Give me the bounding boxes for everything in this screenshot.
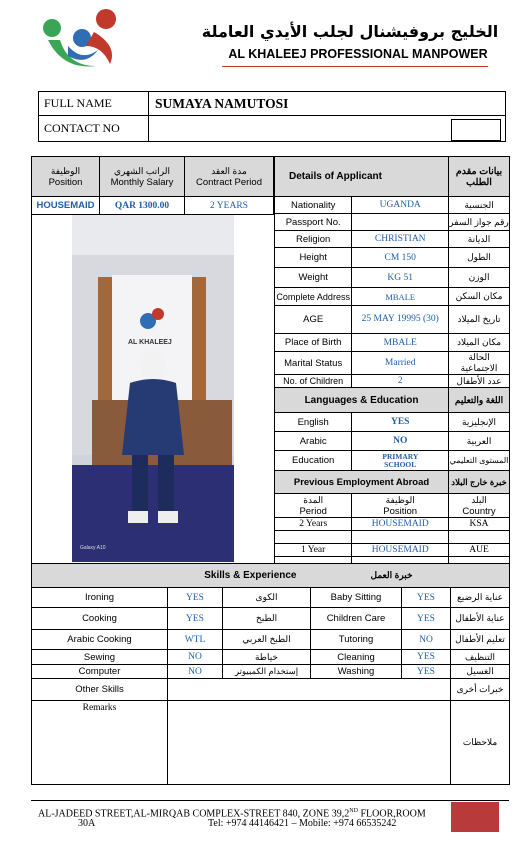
detail-label: Height <box>275 248 352 268</box>
details-title-ar: بيانات مقدم الطلب <box>449 157 510 197</box>
skill-value: YES <box>168 588 223 608</box>
education-value: PRIMARY SCHOOL <box>352 451 449 471</box>
detail-value: CM 150 <box>352 248 449 268</box>
company-name-arabic: الخليج بروفيشنال لجلب الأيدي العاملة <box>201 22 499 41</box>
employment-title-ar: خبرة خارج البلاد <box>449 471 510 494</box>
footer-address-line: AL-JADEED STREET,AL-MIRQAB COMPLEX-STREET 840, ZONE 39,2 <box>38 808 350 820</box>
skill-label: Baby Sitting <box>311 588 402 608</box>
other-skills-label-ar: خبرات أخرى <box>451 679 510 701</box>
skill-label: Cooking <box>32 608 168 630</box>
footer-phone: Tel: +974 44146421 – Mobile: +974 66535242 <box>208 818 397 829</box>
skill-value: NO <box>168 650 223 665</box>
detail-label: Religion <box>275 231 352 248</box>
skill-label-ar: إستخدام الكمبيوتر <box>223 665 311 679</box>
detail-value: MBALE <box>352 334 449 352</box>
contract-value: 2 YEARS <box>185 197 274 215</box>
skill-label: Ironing <box>32 588 168 608</box>
skills-table <box>31 563 510 785</box>
photo-caption: Galaxy A10 <box>80 545 106 551</box>
skill-value: NO <box>402 630 451 650</box>
remarks-value <box>168 701 451 785</box>
contract-header-ar: مدة العقد <box>211 165 247 176</box>
skill-label: Cleaning <box>311 650 402 665</box>
detail-label: Complete Address <box>275 288 352 306</box>
detail-label: Weight <box>275 268 352 288</box>
emp-country: AUE <box>449 544 510 557</box>
language-label: English <box>275 413 352 432</box>
position-value: HOUSEMAID <box>32 197 100 215</box>
detail-label-ar: رقم جواز السفر <box>449 214 510 231</box>
detail-label: AGE <box>275 306 352 334</box>
detail-label: Nationality <box>275 197 352 214</box>
position-header-en: Position <box>48 176 83 188</box>
remarks-label: Remarks <box>32 701 168 785</box>
other-skills-label: Other Skills <box>32 679 168 701</box>
country-header-ar: البلد <box>471 494 487 505</box>
period-header-en: Period <box>299 505 327 517</box>
contact-label: CONTACT NO <box>39 116 149 142</box>
language-label-ar: العربية <box>449 432 510 451</box>
skill-label-ar: عناية الرضيع <box>451 588 510 608</box>
position-header-ar: الوظيفة <box>50 165 81 176</box>
identity-table <box>38 91 506 142</box>
detail-label: No. of Children <box>275 375 352 388</box>
education-label: Education <box>275 451 352 471</box>
salary-value: QAR 1300.00 <box>100 197 185 215</box>
detail-label-ar: الحالة الاجتماعية <box>449 352 510 375</box>
skill-label-ar: الغسيل <box>451 665 510 679</box>
skill-label: Children Care <box>311 608 402 630</box>
detail-label-ar: تاريخ الميلاد <box>449 306 510 334</box>
detail-value: Married <box>352 352 449 375</box>
full-name-label: FULL NAME <box>39 92 149 116</box>
skills-title-en: Skills & Experience <box>32 564 311 588</box>
emp-position: HOUSEMAID <box>352 544 449 557</box>
detail-label-ar: مكان الميلاد <box>449 334 510 352</box>
photo-frame <box>31 213 274 563</box>
skill-label: Washing <box>311 665 402 679</box>
skill-value: WTL <box>168 630 223 650</box>
emp-position <box>352 531 449 544</box>
skill-value: YES <box>402 665 451 679</box>
detail-label-ar: الطول <box>449 248 510 268</box>
detail-label-ar: الجنسية <box>449 197 510 214</box>
detail-label-ar: مكان السكن <box>449 288 510 306</box>
skill-value: NO <box>168 665 223 679</box>
details-title-en: Details of Applicant <box>275 157 449 197</box>
contact-cell <box>149 116 506 142</box>
language-value: YES <box>352 413 449 432</box>
footer-address-sup: ND <box>349 808 358 814</box>
emp-period: 2 Years <box>275 518 352 531</box>
period-header-ar: المدة <box>303 494 324 505</box>
detail-label: Marital Status <box>275 352 352 375</box>
skill-value: YES <box>402 650 451 665</box>
header-divider <box>222 66 488 67</box>
emp-period: 1 Year <box>275 544 352 557</box>
skill-label: Arabic Cooking <box>32 630 168 650</box>
detail-value: 2 <box>352 375 449 388</box>
photo-logo-text: AL KHALEEJ <box>128 339 172 346</box>
skill-label: Computer <box>32 665 168 679</box>
full-name-value: SUMAYA NAMUTOSI <box>149 92 506 116</box>
details-table <box>274 156 510 574</box>
contract-header-en: Contract Period <box>195 176 262 188</box>
skill-label-ar: الكوى <box>223 588 311 608</box>
country-header-en: Country <box>462 505 496 517</box>
company-logo <box>38 6 122 76</box>
contact-box <box>451 119 501 141</box>
emp-position-header-en: Position <box>383 505 418 517</box>
language-label-ar: الإنجليزية <box>449 413 510 432</box>
language-value: NO <box>352 432 449 451</box>
emp-period <box>275 531 352 544</box>
detail-value: CHRISTIAN <box>352 231 449 248</box>
emp-country <box>449 531 510 544</box>
skill-value: YES <box>402 588 451 608</box>
detail-value: MBALE <box>352 288 449 306</box>
languages-title-en: Languages & Education <box>275 388 449 413</box>
skill-label: Tutoring <box>311 630 402 650</box>
detail-value <box>352 214 449 231</box>
detail-label-ar: عدد الأطفال <box>449 375 510 388</box>
skill-value: YES <box>402 608 451 630</box>
skill-label-ar: الطبخ العربي <box>223 630 311 650</box>
footer-color-box <box>451 802 499 832</box>
emp-country: KSA <box>449 518 510 531</box>
salary-header-en: Monthly Salary <box>110 176 174 188</box>
skills-title-ar: خبرة العمل <box>311 564 510 588</box>
detail-label: Place of Birth <box>275 334 352 352</box>
job-table <box>31 156 274 215</box>
languages-title-ar: اللغة والتعليم <box>449 388 510 413</box>
emp-position: HOUSEMAID <box>352 518 449 531</box>
salary-header-ar: الراتب الشهري <box>114 165 170 176</box>
skill-label: Sewing <box>32 650 168 665</box>
skill-label-ar: تعليم الأطفال <box>451 630 510 650</box>
skill-value: YES <box>168 608 223 630</box>
detail-label: Passport No. <box>275 214 352 231</box>
footer-address-line-2: FLOOR,ROOM <box>357 808 426 820</box>
skill-label-ar: خياطة <box>223 650 311 665</box>
skill-label-ar: الطبخ <box>223 608 311 630</box>
skill-label-ar: عناية الأطفال <box>451 608 510 630</box>
detail-value: 25 MAY 19995 (30) <box>352 306 449 334</box>
skill-label-ar: التنظيف <box>451 650 510 665</box>
company-name-english: AL KHALEEJ PROFESSIONAL MANPOWER <box>228 47 488 61</box>
detail-value: KG 51 <box>352 268 449 288</box>
remarks-label-ar: ملاحظات <box>451 701 510 785</box>
footer-divider <box>31 800 509 801</box>
detail-label-ar: الديانة <box>449 231 510 248</box>
footer-room: 30A <box>78 818 96 829</box>
employment-title-en: Previous Employment Abroad <box>275 471 449 494</box>
language-label: Arabic <box>275 432 352 451</box>
detail-value: UGANDA <box>352 197 449 214</box>
detail-label-ar: الوزن <box>449 268 510 288</box>
emp-position-header-ar: الوظيفة <box>385 494 415 505</box>
other-skills-value <box>168 679 451 701</box>
education-label-ar: المستوى التعليمي <box>449 451 510 471</box>
